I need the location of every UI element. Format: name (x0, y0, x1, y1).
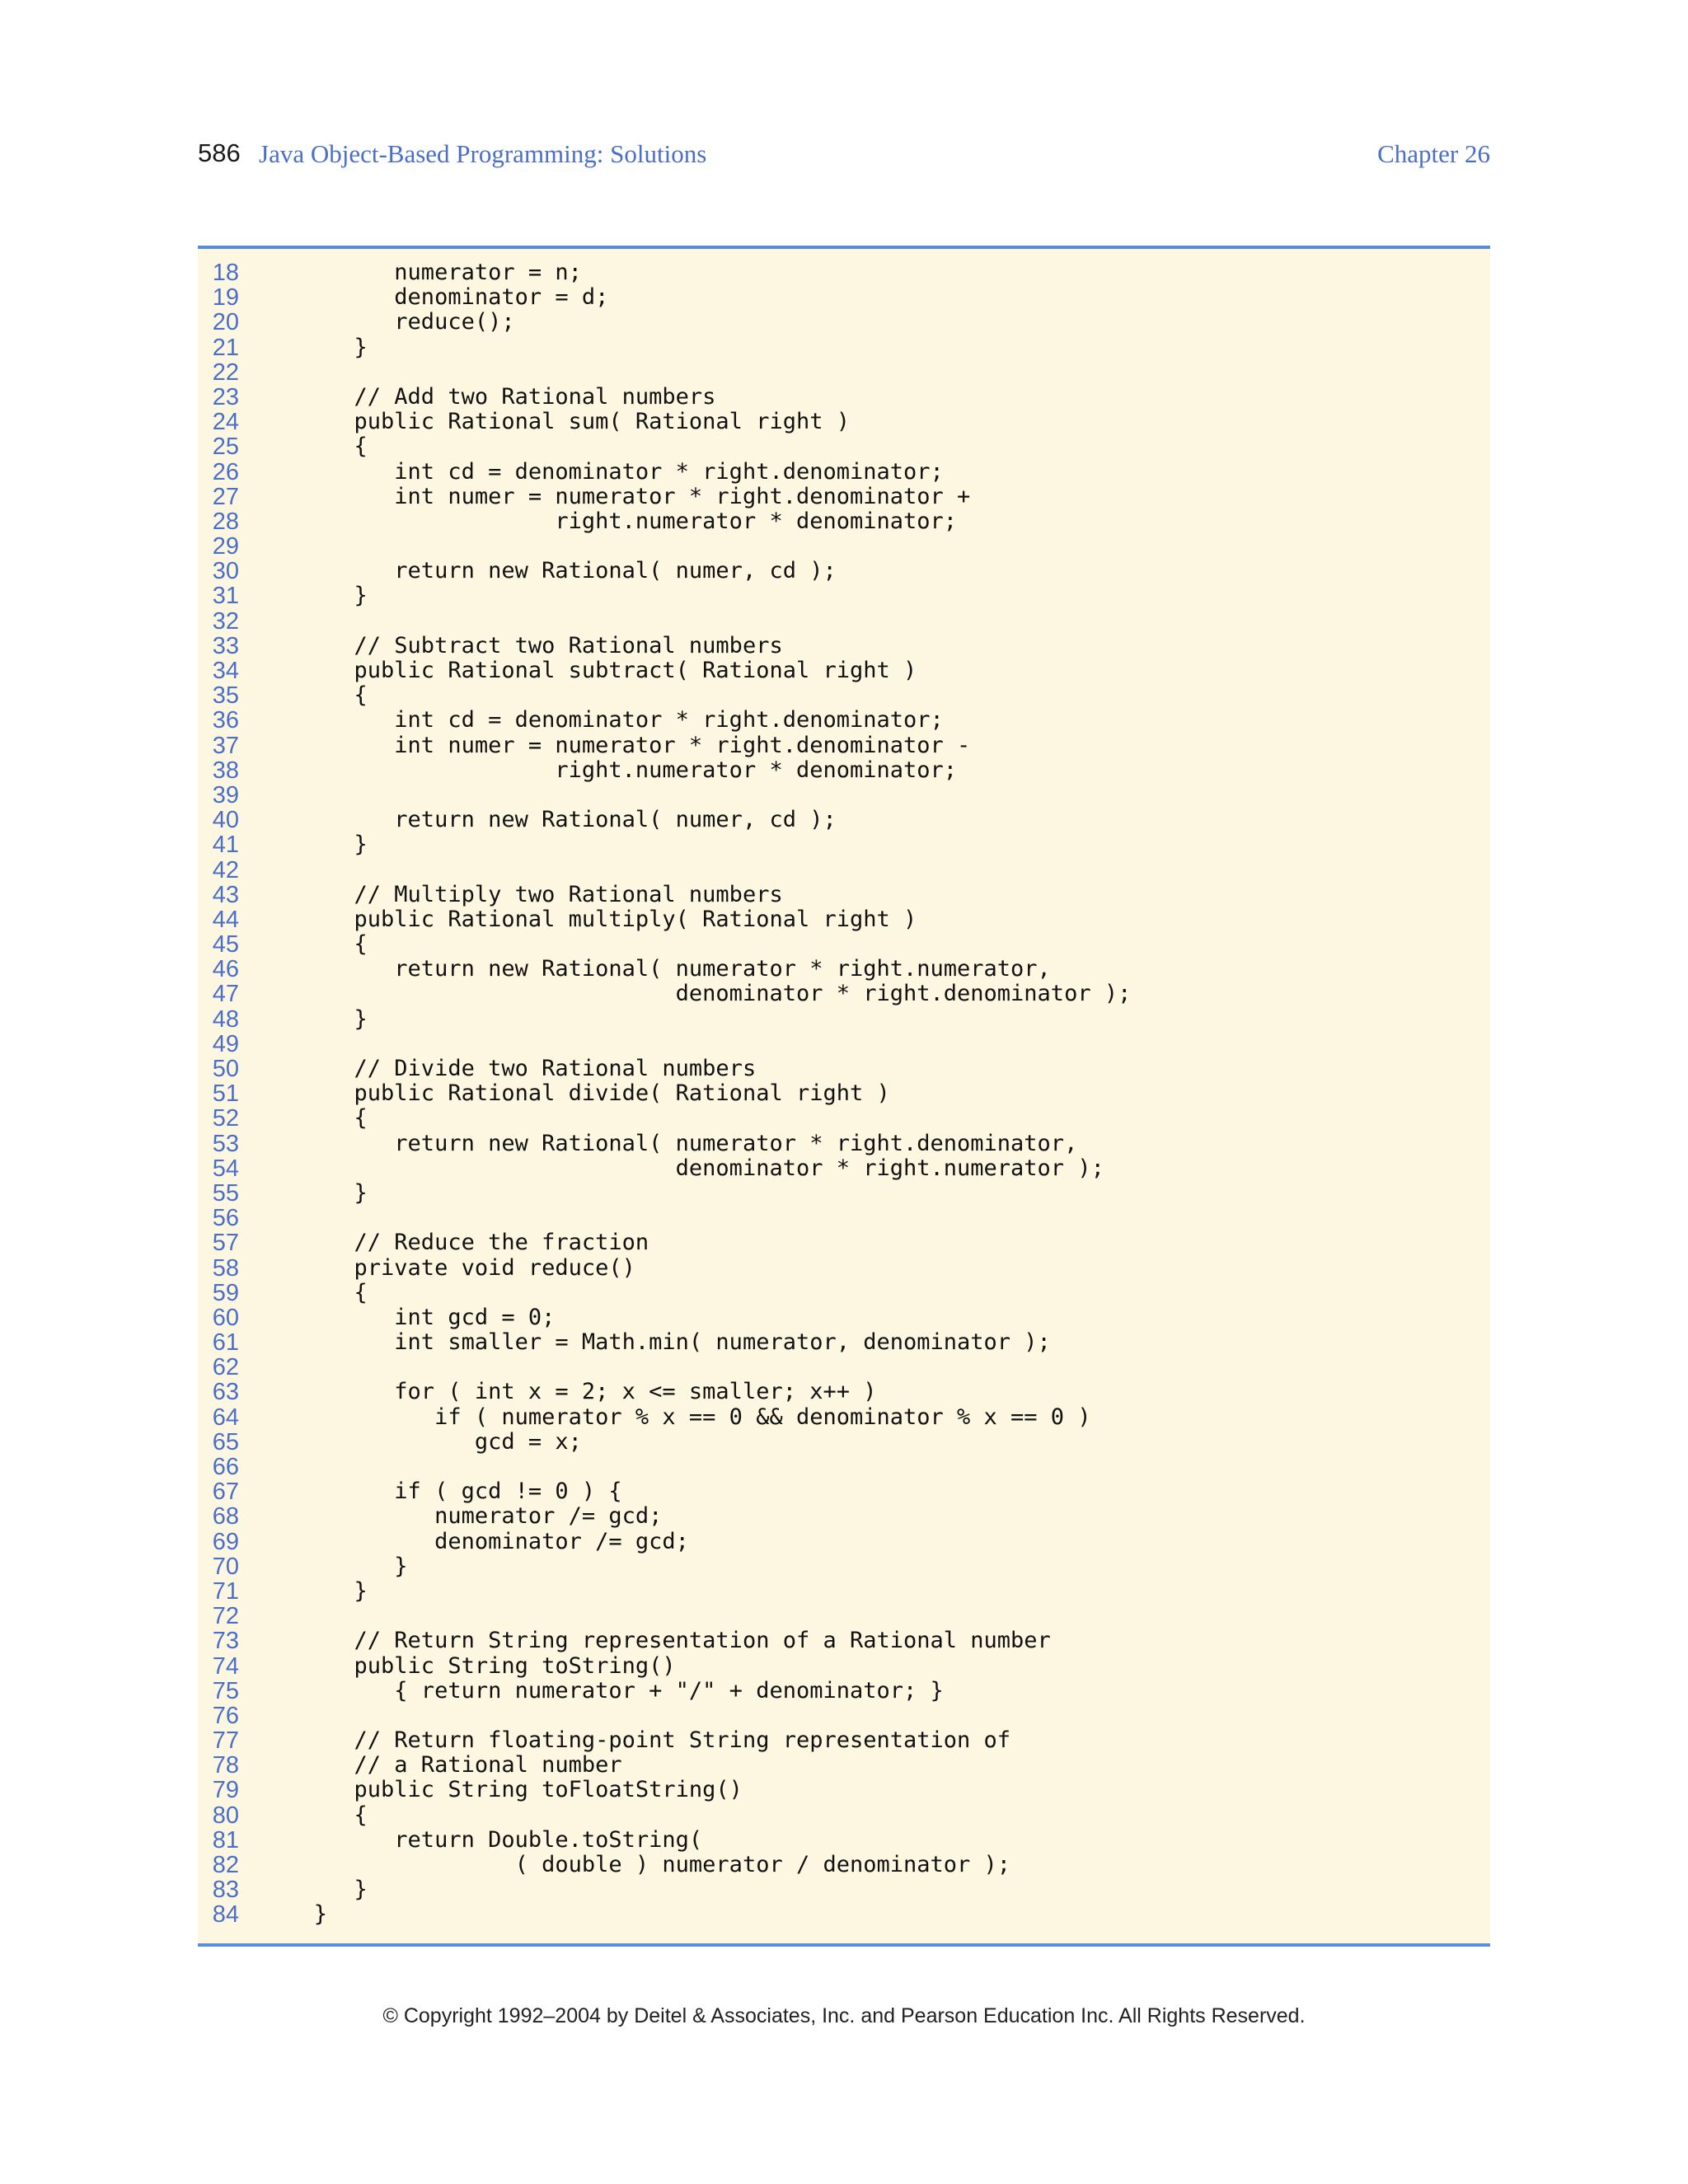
line-number: 73 (212, 1628, 239, 1655)
code-line (198, 1007, 1490, 1032)
line-number: 45 (212, 931, 239, 958)
line-code: reduce(); (274, 309, 515, 335)
line-code: for ( int x = 2; x <= smaller; x++ ) (274, 1379, 877, 1405)
line-code: // Reduce the fraction (274, 1230, 649, 1256)
line-code: } (274, 1005, 368, 1032)
line-number: 83 (212, 1877, 239, 1904)
line-code: { (274, 931, 368, 958)
code-line (198, 1430, 1490, 1455)
line-number: 72 (212, 1603, 239, 1630)
code-line (198, 1405, 1490, 1430)
line-code: denominator * right.denominator ); (274, 981, 1132, 1007)
line-number: 55 (212, 1179, 239, 1207)
code-line (198, 1479, 1490, 1504)
code-line (198, 1181, 1490, 1206)
line-number: 41 (212, 832, 239, 859)
line-code: { return numerator + "/" + denominator; } (274, 1677, 944, 1704)
line-code: // Subtract two Rational numbers (274, 632, 783, 658)
line-number: 61 (212, 1329, 239, 1357)
line-number: 78 (212, 1752, 239, 1779)
code-line (198, 1281, 1490, 1305)
line-code: public String toString() (274, 1652, 676, 1679)
line-number: 64 (212, 1404, 239, 1431)
code-lines (198, 260, 1490, 1928)
line-number: 52 (212, 1105, 239, 1132)
line-number: 60 (212, 1304, 239, 1331)
line-code: } (274, 1877, 368, 1903)
line-code: public String toFloatString() (274, 1777, 743, 1803)
line-code: return new Rational( numerator * right.numerator, (274, 956, 1051, 982)
book-title: Java Object-Based Programming: Solutions (259, 139, 707, 168)
code-line (198, 1530, 1490, 1554)
line-number: 54 (212, 1155, 239, 1182)
line-number: 39 (212, 781, 239, 808)
line-number: 77 (212, 1727, 239, 1755)
code-line (198, 1380, 1490, 1404)
line-number: 76 (212, 1702, 239, 1729)
line-number: 62 (212, 1354, 239, 1381)
line-number: 79 (212, 1777, 239, 1804)
line-code: } (274, 832, 368, 858)
line-number: 47 (212, 981, 239, 1008)
code-line (198, 982, 1490, 1006)
line-number: 71 (212, 1577, 239, 1605)
line-code: int numer = numerator * right.denominator - (274, 732, 971, 758)
line-number: 18 (212, 260, 239, 286)
line-code: // Multiply two Rational numbers (274, 881, 783, 907)
line-code: } (274, 1553, 408, 1579)
line-number: 21 (212, 334, 239, 361)
line-code: } (274, 1179, 368, 1206)
line-number: 58 (212, 1254, 239, 1282)
code-line (198, 310, 1490, 335)
code-line (198, 1330, 1490, 1355)
code-line (198, 385, 1490, 410)
line-code: int cd = denominator * right.denominator; (274, 458, 944, 485)
code-line (198, 1704, 1490, 1728)
line-code: right.numerator * denominator; (274, 508, 958, 534)
code-line (198, 434, 1490, 459)
line-number: 29 (212, 533, 239, 560)
line-code: int numer = numerator * right.denominator + (274, 483, 971, 509)
line-number: 30 (212, 558, 239, 585)
line-number: 22 (212, 359, 239, 386)
line-code: // Return String representation of a Rational number (274, 1628, 1051, 1654)
line-number: 37 (212, 732, 239, 759)
code-line (198, 1305, 1490, 1330)
code-line (198, 335, 1490, 360)
code-line (198, 1057, 1490, 1081)
line-number: 69 (212, 1528, 239, 1555)
line-code: { (274, 1105, 368, 1132)
line-code: } (274, 334, 368, 360)
line-code: denominator /= gcd; (274, 1528, 689, 1554)
line-code: ( double ) numerator / denominator ); (274, 1852, 1011, 1877)
line-code: } (274, 1901, 328, 1928)
code-line (198, 683, 1490, 708)
chapter-label: Chapter 26 (1377, 139, 1490, 168)
line-code: public Rational subtract( Rational right ) (274, 658, 917, 683)
line-number: 24 (212, 409, 239, 436)
line-code: { (274, 1802, 368, 1828)
line-number: 74 (212, 1652, 239, 1680)
line-code: } (274, 1577, 368, 1604)
line-number: 56 (212, 1205, 239, 1232)
code-line (198, 1554, 1490, 1579)
code-line (198, 1504, 1490, 1529)
line-code: gcd = x; (274, 1428, 582, 1455)
code-line (198, 758, 1490, 783)
line-number: 19 (212, 284, 239, 312)
line-number: 57 (212, 1230, 239, 1257)
line-code: numerator = n; (274, 260, 582, 285)
code-line (198, 583, 1490, 608)
code-line (198, 1032, 1490, 1057)
line-number: 59 (212, 1279, 239, 1306)
line-code: right.numerator * denominator; (274, 757, 958, 783)
code-line (198, 609, 1490, 634)
line-number: 65 (212, 1428, 239, 1455)
line-number: 34 (212, 658, 239, 684)
line-code: // Return floating-point String representation of (274, 1727, 1011, 1754)
code-line (198, 260, 1490, 285)
line-number: 32 (212, 607, 239, 635)
line-code: // Divide two Rational numbers (274, 1056, 757, 1081)
code-line (198, 1753, 1490, 1778)
code-line (198, 485, 1490, 509)
code-line (198, 1579, 1490, 1604)
line-number: 25 (212, 434, 239, 461)
line-number: 23 (212, 383, 239, 410)
line-number: 84 (212, 1901, 239, 1929)
line-number: 49 (212, 1030, 239, 1057)
line-code: return new Rational( numer, cd ); (274, 807, 837, 833)
line-number: 46 (212, 956, 239, 983)
line-code: { (274, 434, 368, 460)
line-number: 66 (212, 1454, 239, 1480)
code-line (198, 907, 1490, 932)
code-line (198, 932, 1490, 957)
line-number: 81 (212, 1826, 239, 1854)
line-number: 53 (212, 1130, 239, 1157)
line-code: public Rational sum( Rational right ) (274, 409, 850, 435)
code-line (198, 957, 1490, 982)
line-number: 82 (212, 1852, 239, 1878)
code-line (198, 832, 1490, 857)
code-line (198, 460, 1490, 485)
line-number: 50 (212, 1056, 239, 1082)
line-code: int cd = denominator * right.denominator; (274, 707, 944, 733)
line-code: int smaller = Math.min( numerator, denominator ); (274, 1329, 1051, 1356)
line-number: 27 (212, 483, 239, 510)
line-code: { (274, 1279, 368, 1305)
code-line (198, 1156, 1490, 1181)
line-code: numerator /= gcd; (274, 1503, 663, 1530)
code-line (198, 883, 1490, 907)
line-code: public Rational multiply( Rational right ) (274, 906, 917, 932)
line-number: 42 (212, 856, 239, 883)
code-line (198, 360, 1490, 385)
line-code: return Double.toString( (274, 1826, 703, 1853)
code-line (198, 1106, 1490, 1131)
line-code: public Rational divide( Rational right ) (274, 1080, 890, 1107)
line-number: 67 (212, 1479, 239, 1506)
page-header (198, 138, 1490, 181)
code-line (198, 1355, 1490, 1380)
code-line (198, 1629, 1490, 1653)
line-number: 63 (212, 1379, 239, 1406)
line-number: 36 (212, 707, 239, 734)
code-line (198, 1728, 1490, 1753)
line-number: 80 (212, 1802, 239, 1829)
code-line (198, 1132, 1490, 1156)
code-line (198, 509, 1490, 534)
code-line (198, 1828, 1490, 1853)
code-line (198, 1902, 1490, 1927)
line-code: if ( gcd != 0 ) { (274, 1479, 622, 1505)
code-line (198, 733, 1490, 758)
line-code: // Add two Rational numbers (274, 383, 716, 410)
code-line (198, 1803, 1490, 1828)
code-line (198, 1604, 1490, 1629)
code-line (198, 783, 1490, 808)
code-line (198, 808, 1490, 832)
code-line (198, 1256, 1490, 1281)
line-number: 51 (212, 1080, 239, 1108)
line-number: 44 (212, 906, 239, 933)
code-line (198, 1206, 1490, 1230)
code-line (198, 1877, 1490, 1902)
line-code: { (274, 682, 368, 709)
line-code: } (274, 583, 368, 609)
code-line (198, 1455, 1490, 1479)
code-line (198, 559, 1490, 583)
line-number: 43 (212, 881, 239, 908)
code-line (198, 1679, 1490, 1704)
code-line (198, 534, 1490, 559)
copyright-footer: © Copyright 1992–2004 by Deitel & Associates, Inc. and Pearson Education Inc. All Rights Reserved. (382, 2004, 1306, 2027)
line-number: 40 (212, 807, 239, 834)
line-number: 48 (212, 1005, 239, 1033)
code-listing (198, 246, 1490, 1947)
line-code: return new Rational( numerator * right.denominator, (274, 1130, 1078, 1156)
code-line (198, 658, 1490, 683)
page-number: 586 (198, 138, 241, 167)
code-line (198, 1654, 1490, 1679)
code-line (198, 1230, 1490, 1255)
line-number: 31 (212, 583, 239, 610)
line-number: 20 (212, 309, 239, 336)
line-code: return new Rational( numer, cd ); (274, 558, 837, 584)
code-line (198, 1778, 1490, 1802)
code-line (198, 634, 1490, 658)
line-code: denominator = d; (274, 284, 609, 311)
code-line (198, 1081, 1490, 1106)
code-line (198, 285, 1490, 310)
code-line (198, 858, 1490, 883)
line-number: 28 (212, 508, 239, 535)
line-number: 33 (212, 632, 239, 659)
code-line (198, 410, 1490, 434)
line-number: 26 (212, 458, 239, 485)
code-line (198, 1853, 1490, 1877)
line-number: 68 (212, 1503, 239, 1530)
line-code: denominator * right.numerator ); (274, 1155, 1104, 1181)
line-code: private void reduce() (274, 1254, 635, 1281)
line-code: // a Rational number (274, 1752, 622, 1779)
line-code: if ( numerator % x == 0 && denominator % x == 0 ) (274, 1404, 1091, 1430)
line-number: 35 (212, 682, 239, 710)
line-code: int gcd = 0; (274, 1304, 556, 1330)
code-line (198, 708, 1490, 733)
line-number: 75 (212, 1677, 239, 1704)
line-number: 38 (212, 757, 239, 784)
line-number: 70 (212, 1553, 239, 1580)
